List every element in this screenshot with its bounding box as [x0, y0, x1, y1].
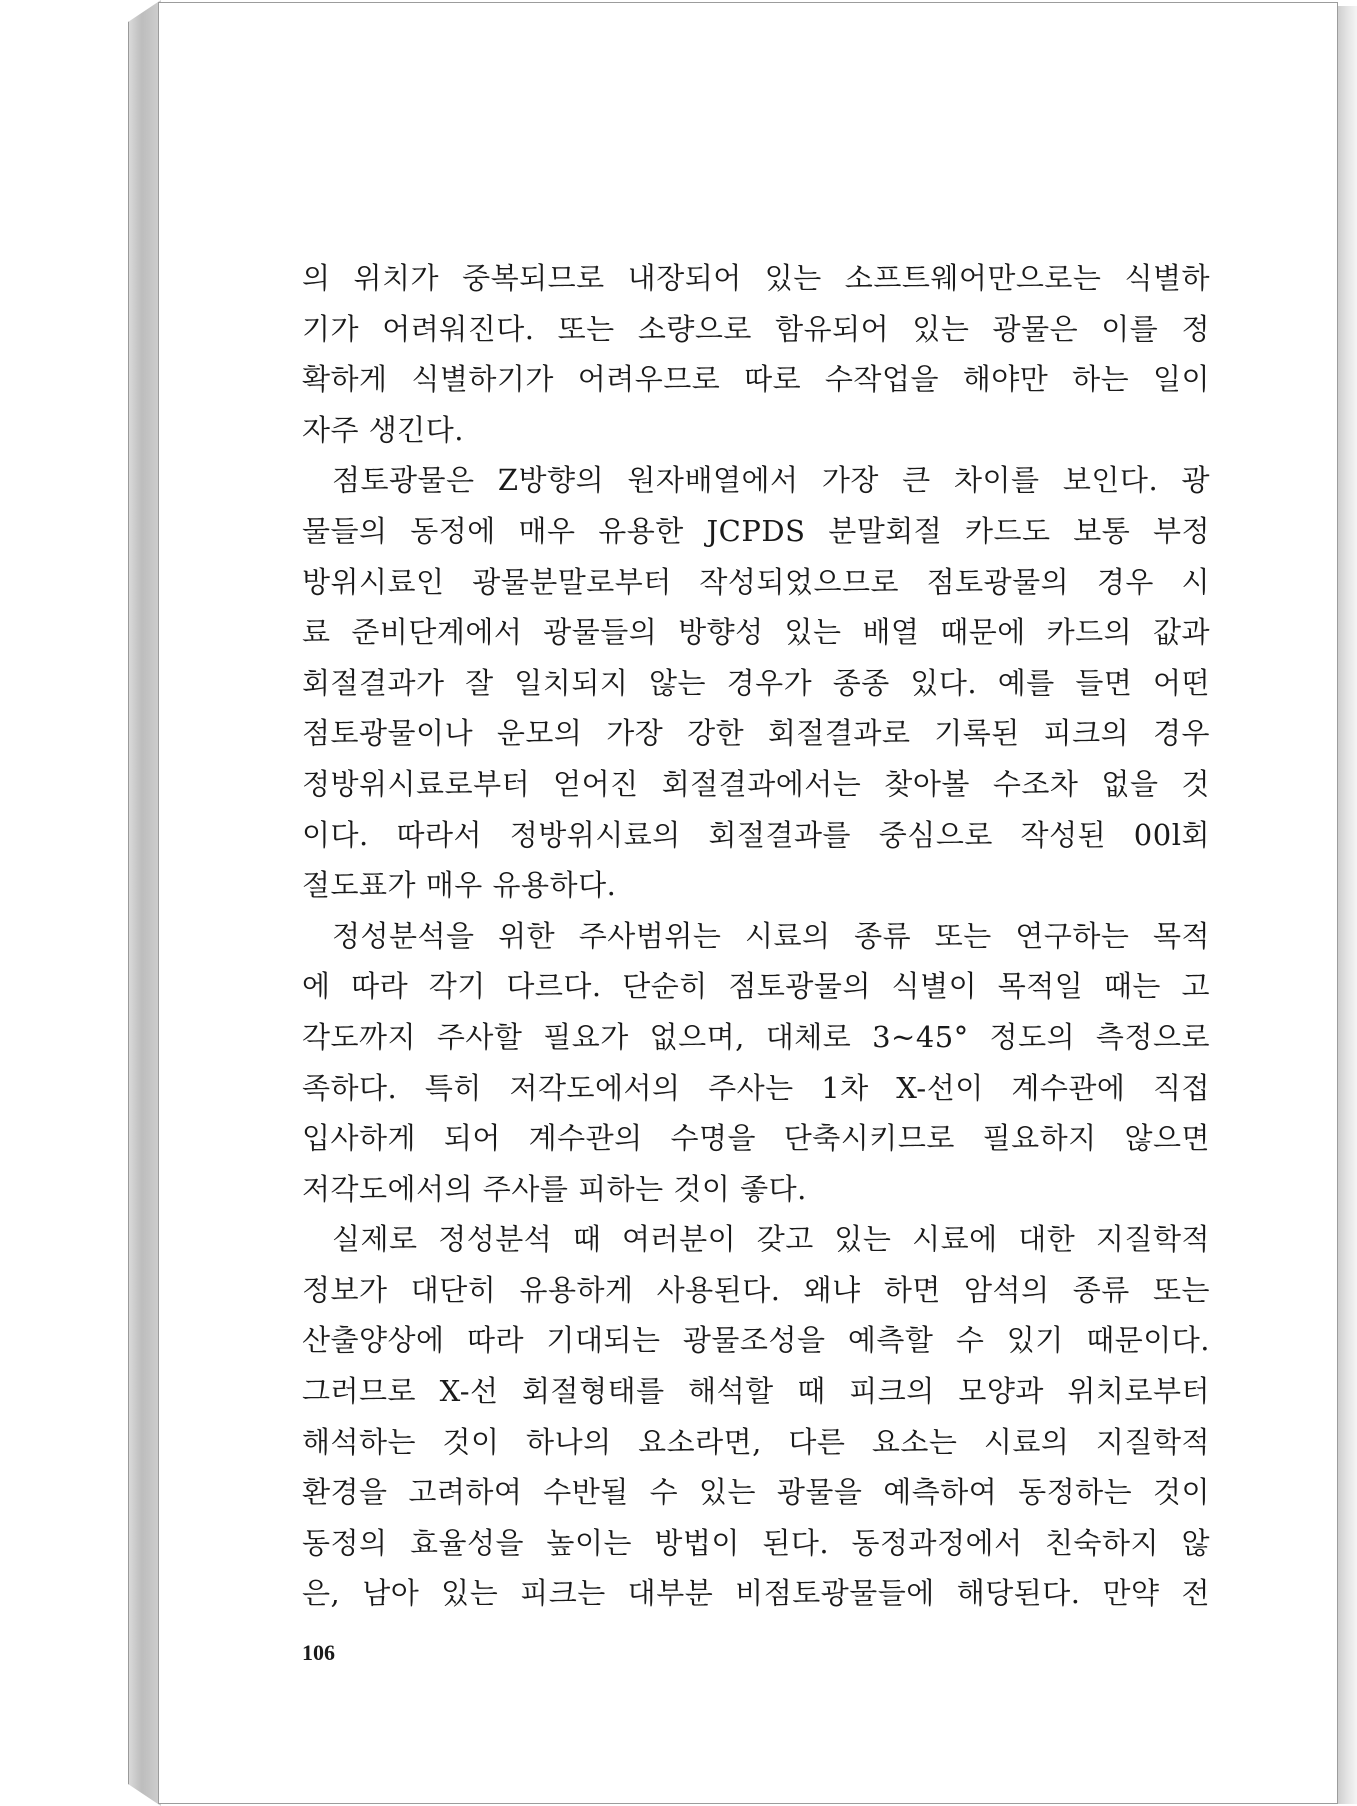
text-line: 의 위치가 중복되므로 내장되어 있는 소프트웨어만으로는 식별하: [302, 261, 1210, 295]
page-number: 106: [302, 1640, 335, 1665]
text-line: 입사하게 되어 계수관의 수명을 단축시키므로 필요하지 않으면: [302, 1121, 1210, 1156]
text-line: 방위시료인 광물분말로부터 작성되었으므로 점토광물의 경우 시: [302, 564, 1210, 599]
text-line: 각도까지 주사할 필요가 없으며, 대체로 3~45° 정도의 측정으로: [302, 1019, 1210, 1054]
text-line: 해석하는 것이 하나의 요소라면, 다른 요소는 시료의 지질학적: [302, 1424, 1210, 1459]
text-line: 회절결과가 잘 일치되지 않는 경우가 종종 있다. 예를 들면 어떤: [302, 665, 1210, 700]
page-edge-shadow: [1338, 6, 1357, 1804]
text-line: 료 준비단계에서 광물들의 방향성 있는 배열 때문에 카드의 값과: [302, 615, 1210, 650]
text-line: 기가 어려워진다. 또는 소량으로 함유되어 있는 광물은 이를 정: [302, 311, 1210, 346]
text-line: 환경을 고려하여 수반될 수 있는 광물을 예측하여 동정하는 것이: [302, 1475, 1210, 1510]
text-line: 정보가 대단히 유용하게 사용된다. 왜냐 하면 암석의 종류 또는: [302, 1272, 1210, 1307]
text-line: 이다. 따라서 정방위시료의 회절결과를 중심으로 작성된 00l회: [302, 817, 1210, 852]
text-line: 그러므로 X-선 회절형태를 해석할 때 피크의 모양과 위치로부터: [302, 1374, 1210, 1409]
text-line: 절도표가 매우 유용하다.: [302, 868, 617, 903]
text-line: 점토광물이나 운모의 가장 강한 회절결과로 기록된 피크의 경우: [302, 716, 1210, 751]
text-line: 에 따라 각기 다르다. 단순히 점토광물의 식별이 목적일 때는 고: [302, 969, 1210, 1004]
text-line: 저각도에서의 주사를 피하는 것이 좋다.: [302, 1171, 807, 1206]
text-line: 물들의 동정에 매우 유용한 JCPDS 분말회절 카드도 보통 부정: [302, 513, 1210, 548]
text-line: 실제로 정성분석 때 여러분이 갖고 있는 시료에 대한 지질학적: [332, 1222, 1210, 1257]
text-line: 산출양상에 따라 기대되는 광물조성을 예측할 수 있기 때문이다.: [302, 1323, 1210, 1358]
text-line: 점토광물은 Z방향의 원자배열에서 가장 큰 차이를 보인다. 광: [332, 463, 1210, 498]
text-line: 동정의 효율성을 높이는 방법이 된다. 동정과정에서 친숙하지 않: [302, 1525, 1210, 1560]
text-line: 정성분석을 위한 주사범위는 시료의 종류 또는 연구하는 목적: [332, 918, 1210, 953]
text-line: 은, 남아 있는 피크는 대부분 비점토광물들에 해당된다. 만약 전: [302, 1576, 1210, 1611]
body-text: [302, 253, 1210, 1611]
text-line: 자주 생긴다.: [302, 412, 465, 447]
text-line: 정방위시료로부터 얻어진 회절결과에서는 찾아볼 수조차 없을 것: [302, 766, 1210, 801]
text-line: 족하다. 특히 저각도에서의 주사는 1차 X-선이 계수관에 직접: [302, 1070, 1210, 1105]
text-line: 확하게 식별하기가 어려우므로 따로 수작업을 해야만 하는 일이: [302, 362, 1210, 397]
book-spine: [128, 0, 161, 1806]
